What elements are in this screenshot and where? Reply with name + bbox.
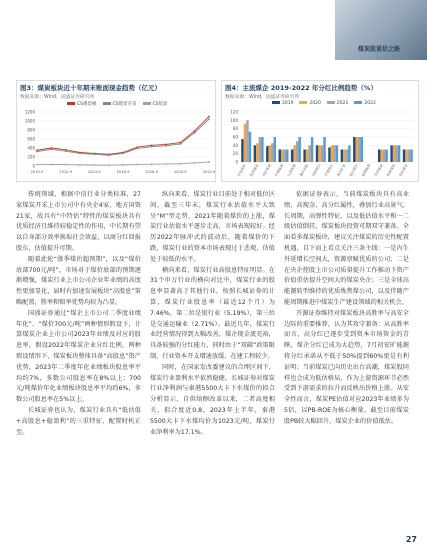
data-point [136,164,138,166]
data-point [122,164,124,166]
data-point [151,146,153,148]
figure-4-title: 图4：主流煤企 2019-2022 年分红比例趋势（%） [225,84,377,92]
figure-4 [221,80,419,182]
x-tick-label: 盘江股份 [348,163,359,178]
figure-3 [16,80,216,182]
x-tick-label: 新集能源 [361,163,372,178]
bar [385,150,387,163]
data-point [165,163,167,165]
data-point [36,151,38,153]
paragraph: 随着此轮“涨季煤价超预期”，以及“煤价底部700元/吨”，市场对于煤价底部的预期逐渐增强，煤炭行业上市公司企业年业绩的高度性更加显化，届时有加速发展板块“高股息”策略配置，胜率和赔率优势均较为凸显。 [16,255,141,306]
legend-item: 2021 [327,101,348,106]
legend-item: 2019 [272,101,293,106]
x-tick-label: 2014-9 [87,170,101,174]
paragraph: 纵向来看，煤炭行业目前处于相对低位区间，截至三年末，煤炭行业估值水平大致呈“M”型走势，2021年随着煤价的上涨，煤炭行业估值水平逐步走高，市场表现较好。经历2022年脉冲式的波动后，随着煤价的下跌，煤炭行业的资本市场表现过于悲观，估值处于较低的水平。 [150,191,275,263]
data-point [208,116,210,118]
paragraph: 同时，在国家发改委建议的合理区间下，煤炭行业盈利水平依然稳健。长城证券对煤炭行业净利润与秦港5500大卡下水煤价的拟合分析显示，自供给侧改革以来，二者高度相关，拟合度近0.8，2023年上半年，秦港5500大卡下水煤均价为1023元/吨，煤炭行业净利率为17.1%。 [150,363,275,436]
bar [296,141,298,162]
bar [269,145,271,162]
paragraph: 横向来看，煤炭行业高股息特征明显。在31个申万行业的横向对比中，煤炭行业的股息率显著高于其他行业。按照长城证券的计算，煤炭行业股息率（最近12个月）为7.46%，第二位是银行业（5.19%），第三位是交通运输业（2.71%）。最近几年，煤炭行业经营情况得到大幅改善，煤企现金流充裕，具备较强的分红能力，同时由于“双碳”政策限制，行业资本开支增速放缓，在建工程较少。 [150,266,275,360]
data-point [79,164,81,166]
bar [403,150,405,163]
legend-item: 2020 [299,101,320,106]
data-point [179,143,181,145]
x-tick-label: 中煤能源 [274,163,285,178]
bar [286,150,288,163]
x-tick-label: 2010-9 [30,170,44,174]
data-point [93,153,95,155]
bar [356,137,358,162]
paragraph: 国盛证券通过“煤企上市公司二季度业绩年化”、“煤价700元/吨”两种情形假设下，计算煤炭企业上市公司2023年业绩及对应的股息率，假设2022年煤炭企业分红比例，两种假设情形下，煤炭板块整体具备“高股息”资产优势，2023年二季度年化业绩板块股息率平均约7%，多数公司股息率在8%以上；700元/吨煤价年化业绩板块股息率平均约6%，多数公司股息率在5%以上。 [16,309,141,404]
y-tick-label: 200 [27,154,35,160]
bar [303,150,305,163]
bar [328,147,330,162]
y-tick-label: 60 [232,134,238,140]
x-tick-label: 2012-9 [59,170,73,174]
bar [308,145,310,162]
data-point [50,148,52,150]
x-tick-label: 山西焦煤 [286,163,297,178]
x-tick-label: 华阳股份 [311,163,322,178]
data-point [208,161,210,163]
y-tick-label: 800 [27,127,35,133]
data-point [194,132,196,134]
bar [331,145,333,162]
x-tick-label: 昊华能源 [373,163,384,178]
paragraph: 依据证券表示，当前煤炭板块具有高业绩、高现金、高分红属性，叠加行业高景气，长周期，高弹性特征，以及低估值水平和一二级估值倒挂，煤炭板块投资可期双守兼备。全面看多煤炭板块，建议关注煤炭的历史性配置机遇，自下而上看点关注三条主线：一是内生外延增长空间大，资源禀赋优质的公司；二是在央企控股上市公司质量提升工作推动下资产价值重估提升空间大的煤炭央企；三是全球高能源转型维持的优质炼焦煤公司，以及伴随产能周期推进中煤炭生产建设领域的相关机会。 [284,191,409,306]
data-point [165,145,167,147]
data-point [65,150,67,152]
text-column-3 [284,190,409,428]
bar [321,145,323,162]
data-point [79,153,81,155]
bar [246,120,248,162]
data-point [36,164,38,166]
x-tick-label: 2020-9 [173,170,187,174]
bar [383,150,385,163]
figure-3-chart [17,108,215,180]
bar [306,150,308,163]
y-tick-label: 0 [235,159,238,165]
bar [408,150,410,163]
bar [358,137,360,162]
y-tick-label: 40 [232,142,238,148]
text-column-1 [16,190,141,438]
x-tick-label: 平煤股份 [323,163,335,178]
bar [393,145,395,162]
bar [395,145,397,162]
x-tick-label: 2018-9 [145,170,159,174]
bar [336,145,338,162]
figure-4-legend [272,101,376,106]
x-tick-label: 中国神华 [236,163,248,178]
bar [361,137,363,162]
x-tick-label: 淮北矿业 [336,163,347,178]
y-tick-label: 100 [230,117,238,123]
data-point [65,164,67,166]
bar [293,145,295,162]
y-tick-label: 1000 [24,118,35,124]
figure-4-source: 数据来源：Wind，国盛证券研究所 [225,95,300,100]
data-point [50,164,52,166]
legend-item: 2022 [354,101,375,106]
bar [353,137,355,162]
data-point [179,163,181,165]
y-tick-label: 1200 [24,109,35,115]
data-point [136,148,138,150]
bar [316,145,318,162]
page-number: 27 [405,535,417,544]
bar [405,150,407,163]
bar [256,143,258,162]
figure-4-chart [222,108,418,180]
x-tick-label: 晋控煤业 [398,163,409,178]
series-line [37,117,209,155]
bar [378,150,380,163]
y-tick-label: 20 [232,151,238,157]
data-point [93,164,95,166]
bar [323,137,325,162]
figure-3-legend [67,101,168,107]
bar [333,145,335,162]
bar [348,145,350,162]
bar [249,132,251,162]
bar [281,150,283,163]
figure-3-title: 图3：煤炭板块近十年期末账面现金趋势（亿元） [20,84,162,92]
x-tick-label: 潞安环能 [298,163,310,178]
bar [284,150,286,163]
x-tick-label: 陕西煤业 [249,163,260,178]
y-tick-label: 80 [232,126,238,132]
bar [398,145,400,162]
data-point [194,162,196,164]
bar [341,150,343,163]
bar [311,137,313,162]
bar [274,137,276,162]
bar [410,150,412,163]
legend-item: CS焦炭 [143,101,168,107]
legend-item: CS煤炭板 [67,101,97,107]
x-tick-label: 兖矿能源 [261,163,272,178]
bar [291,150,293,163]
x-tick-label: 2022-9 [202,170,215,174]
y-tick-label: 120 [230,109,238,115]
x-tick-label: 2016-9 [116,170,130,174]
bar [298,137,300,162]
bar [254,145,256,162]
bar [241,139,243,162]
paragraph: 长城证券也认为，煤炭行业具有“低估值+高股息+稳盈利”的三重特征，配置时机正至。 [16,406,141,436]
paragraph: 开源证券维持对煤炭板块高胜率与高安全边际的重要推荐，认为其攻守兼备：从高胜率而言，高分红已逐步受到资本市场资金的青睐，煤企分红已成为大趋势，7月初宏旷能源将分红承诺从不低于50%提到60%更是有利证明；当前煤炭已向历史出台高潮，煤炭股同样也会成为低估格局，作为上游资源环节必然受到下游需求的拉升而反映出价格上涨。从安全性而言，煤炭PE估值对应2023年业绩多为5倍，以PB-ROE为核心衡量，截至目前煤炭股PB较大幅回升，煤炭企业的价值低估。 [284,309,409,425]
legend-item: CS煤炭开采 [103,101,137,107]
data-point [151,163,153,165]
data-point [108,164,110,166]
header-label: 煤炭股重估之路 [358,46,401,53]
bar [346,150,348,163]
bar [343,150,345,163]
y-tick-label: 0 [32,163,35,169]
bar [279,150,281,163]
x-tick-label: 恒源煤电 [385,163,397,178]
bar [244,124,246,162]
bar [390,145,392,162]
figure-3-source: 数据来源：Wind，国盛证券研究所 [20,95,95,100]
data-point [122,153,124,155]
bar [266,146,268,162]
paragraph: 传统领域，根据中信行业分类标准，27家煤炭开采上市公司中有央企4家，地方国资21家，故具有“中特估”特性的煤炭板块具有优质经济且维持较稳定性的作用，中长期有望以自身部分效率换取社会效益，以商分红回报股东，估值提升可期。 [16,191,141,252]
y-tick-label: 400 [27,145,35,151]
text-column-2 [150,190,275,438]
data-point [208,118,210,120]
bar [259,137,261,162]
bar [271,143,273,162]
data-point [108,154,110,156]
y-tick-label: 600 [27,136,35,142]
bar [318,145,320,162]
bar [261,137,263,162]
bar [380,150,382,163]
